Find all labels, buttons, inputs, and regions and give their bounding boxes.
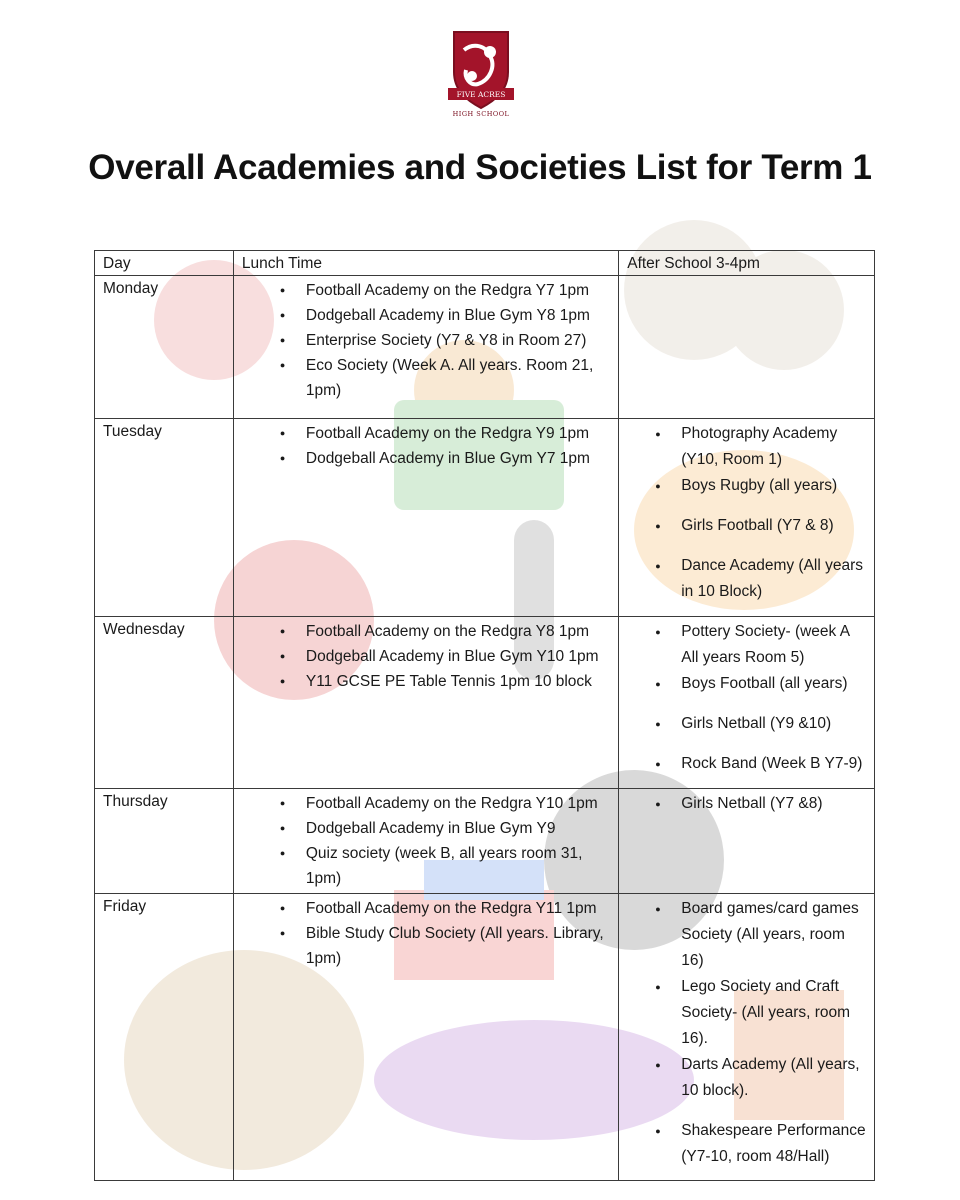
header-after-school: After School 3-4pm (619, 251, 875, 276)
logo-school-sub: HIGH SCHOOL (452, 110, 510, 118)
header-lunch-time: Lunch Time (233, 251, 618, 276)
table-row-wednesday (95, 617, 875, 789)
page-title: Overall Academies and Societies List for Term 1 (88, 148, 872, 187)
activities-table (94, 250, 875, 1181)
list-item: ● Football Academy on the Redgra Y7 1pm (306, 278, 610, 303)
after-school-activities (619, 894, 875, 1181)
table-header-row (95, 251, 875, 276)
list-item: ● Dodgeball Academy in Blue Gym Y8 1pm (306, 303, 610, 328)
table-row-monday (95, 276, 875, 419)
list-item: ● Darts Academy (All years, 10 block). (681, 1052, 866, 1104)
list-item: ● Girls Netball (Y9 &10) (681, 711, 866, 737)
list-item: ● Boys Rugby (all years) (681, 473, 866, 499)
table-row-tuesday (95, 419, 875, 617)
lunch-activities (233, 617, 618, 789)
list-item: ● Board games/card games Society (All years, room 16) (681, 896, 866, 974)
lunch-activities (233, 419, 618, 617)
list-item: ● Dodgeball Academy in Blue Gym Y9 (306, 816, 610, 841)
lunch-activities (233, 789, 618, 894)
table-row-friday (95, 894, 875, 1181)
day-label: Thursday (95, 789, 234, 894)
lunch-activities (233, 276, 618, 419)
day-label: Wednesday (95, 617, 234, 789)
list-item: ● Girls Football (Y7 & 8) (681, 513, 866, 539)
after-school-activities (619, 419, 875, 617)
list-item: ● Photography Academy (Y10, Room 1) (681, 421, 866, 473)
list-item: ● Lego Society and Craft Society- (All years, room 16). (681, 974, 866, 1052)
list-item: ● Bible Study Club Society (All years. Library, 1pm) (306, 921, 610, 971)
list-item: ● Football Academy on the Redgra Y9 1pm (306, 421, 610, 446)
list-item: ● Rock Band (Week B Y7-9) (681, 751, 866, 777)
after-school-activities (619, 617, 875, 789)
list-item: ● Quiz society (week B, all years room 31, 1pm) (306, 841, 610, 891)
list-item: ● Eco Society (Week A. All years. Room 21, 1pm) (306, 353, 610, 403)
header-day: Day (95, 251, 234, 276)
list-item: ● Football Academy on the Redgra Y8 1pm (306, 619, 610, 644)
list-item: ● Y11 GCSE PE Table Tennis 1pm 10 block (306, 669, 610, 694)
lunch-activities (233, 894, 618, 1181)
list-item: ● Pottery Society- (week A All years Room 5) (681, 619, 866, 671)
list-item: ● Football Academy on the Redgra Y11 1pm (306, 896, 610, 921)
day-label: Tuesday (95, 419, 234, 617)
day-label: Monday (95, 276, 234, 419)
list-item: ● Shakespeare Performance (Y7-10, room 48/Hall) (681, 1118, 866, 1170)
day-label: Friday (95, 894, 234, 1181)
table-row-thursday (95, 789, 875, 894)
after-school-activities (619, 789, 875, 894)
list-item: ● Boys Football (all years) (681, 671, 866, 697)
after-school-activities (619, 276, 875, 419)
list-item: ● Dodgeball Academy in Blue Gym Y7 1pm (306, 446, 610, 471)
school-logo (440, 28, 522, 136)
list-item: ● Football Academy on the Redgra Y10 1pm (306, 791, 610, 816)
list-item: ● Enterprise Society (Y7 & Y8 in Room 27) (306, 328, 610, 353)
list-item: ● Dodgeball Academy in Blue Gym Y10 1pm (306, 644, 610, 669)
logo-school-name: FIVE ACRES (456, 90, 506, 99)
list-item: ● Girls Netball (Y7 &8) (681, 791, 866, 817)
school-crest-icon (446, 28, 516, 114)
list-item: ● Dance Academy (All years in 10 Block) (681, 553, 866, 605)
